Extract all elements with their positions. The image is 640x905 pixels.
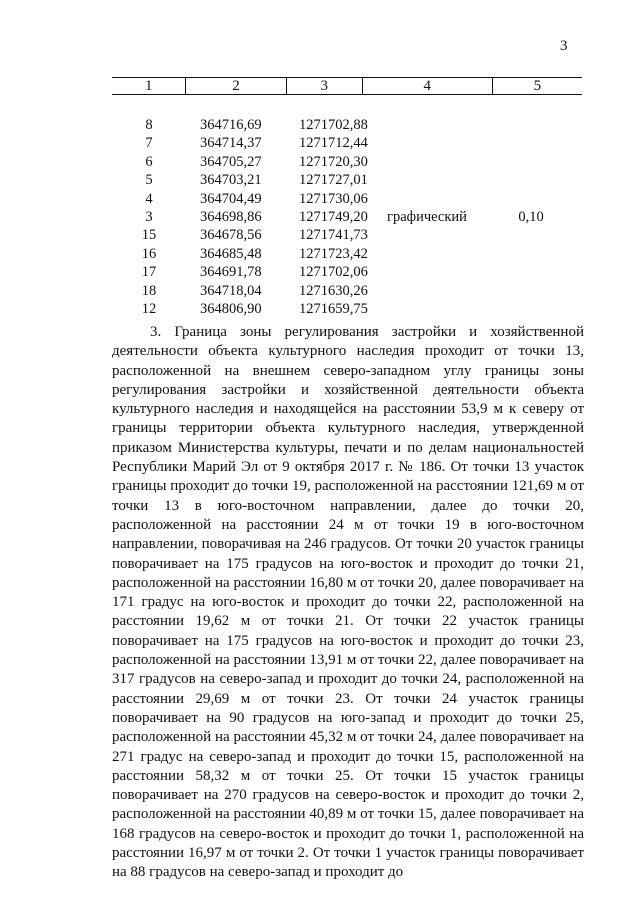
- point-number: 17: [141, 264, 157, 281]
- column-header: 1: [112, 78, 186, 95]
- table-row: [112, 300, 582, 318]
- point-number: 4: [145, 190, 153, 207]
- y-coordinate: 1271741,73: [299, 227, 368, 244]
- point-number: 12: [141, 300, 157, 317]
- y-coordinate: 1271630,26: [299, 282, 368, 299]
- point-number: 15: [141, 227, 157, 244]
- x-coordinate: 364714,37: [200, 135, 262, 152]
- table-row: [112, 245, 582, 263]
- table-row: [112, 282, 582, 300]
- column-header: 2: [186, 78, 286, 95]
- table-header-row: [112, 78, 582, 95]
- coordinates-table-body: [112, 116, 582, 318]
- x-coordinate: 364718,04: [200, 282, 262, 299]
- x-coordinate: 364705,27: [200, 153, 262, 170]
- point-number: 6: [145, 153, 153, 170]
- y-coordinate: 1271702,06: [299, 264, 368, 281]
- x-coordinate: 364806,90: [200, 300, 262, 317]
- point-number: 5: [145, 172, 153, 189]
- y-coordinate: 1271720,30: [299, 153, 368, 170]
- x-coordinate: 364703,21: [200, 172, 262, 189]
- x-coordinate: 364698,86: [200, 208, 262, 225]
- table-row: [112, 116, 582, 134]
- x-coordinate: 364704,49: [200, 190, 262, 207]
- column-header: 4: [362, 78, 492, 95]
- point-number: 7: [145, 135, 153, 152]
- x-coordinate: 364678,56: [200, 227, 262, 244]
- x-coordinate: 364691,78: [200, 264, 262, 281]
- determination-method: графический: [387, 208, 467, 225]
- y-coordinate: 1271749,20: [299, 208, 368, 225]
- table-header: [112, 77, 582, 95]
- table-row: [112, 134, 582, 152]
- page-number: 3: [560, 38, 568, 54]
- x-coordinate: 364685,48: [200, 245, 262, 262]
- x-coordinate: 364716,69: [200, 117, 262, 133]
- table-row: [112, 171, 582, 189]
- point-number: 16: [141, 245, 157, 262]
- table-row: [112, 208, 582, 226]
- point-number: 8: [145, 117, 153, 133]
- y-coordinate: 1271702,88: [299, 117, 368, 133]
- point-number: 3: [145, 208, 153, 225]
- y-coordinate: 1271712,44: [299, 135, 368, 152]
- y-coordinate: 1271730,06: [299, 190, 368, 207]
- table-row: [112, 153, 582, 171]
- y-coordinate: 1271659,75: [299, 300, 368, 317]
- accuracy-value: 0,10: [518, 208, 544, 225]
- point-number: 18: [141, 282, 157, 299]
- y-coordinate: 1271727,01: [299, 172, 368, 189]
- table-row: [112, 190, 582, 208]
- table-row: [112, 263, 582, 281]
- table-row: [112, 226, 582, 244]
- boundary-description-paragraph: 3. Граница зоны регулирования застройки и хозяйственной деятельности объекта культурного наследия проходит от точки 13, расположенной на внешнем северо-западном углу границы зоны регулирования застройки и хозяйственной деятельности объекта культурного наследия и находящейся на расстоянии 53,9 м к северу от границы территории объекта культурного наследия, утвержденной приказом Министерства культуры, печати и по делам национальностей Республики Марий Эл от 9 октября 2017 г. № 186. От точки 13 участок границы проходит до точки 19, расположенной на расстоянии 121,69 м от точки 13 в юго-восточном направлении, далее до точки 20, расположенной на расстоянии 24 м от точки 19 в юго-восточном направлении, поворачивая на 246 градусов. От точки 20 участок границы поворачивает на 175 градусов на юго-восток и проходит до точки 21, расположенной на расстоянии 16,80 м от точки 20, далее поворачивает на 171 градус на юго-восток и проходит до точки 22, расположенной на расстоянии 19,62 м от точки 21. От точки 22 участок границы поворачивает на 175 градусов на юго-восток и проходит до точки 23, расположенной на расстоянии 13,91 м от точки 22, далее поворачивает на 317 градусов на северо-запад и проходит до точки 24, расположенной на расстоянии 29,69 м от точки 23. От точки 24 участок границы поворачивает на 90 градусов на юго-запад и проходит до точки 25, расположенной на расстоянии 45,32 м от точки 24, далее поворачивает на 271 градус на северо-запад и проходит до точки 15, расположенной на расстоянии 58,32 м от точки 25. От точки 15 участок границы поворачивает на 270 градусов на северо-восток и проходит до точки 2, расположенной на расстоянии 40,89 м от точки 15, далее поворачивает на 168 градусов на северо-восток и проходит до точки 1, расположенной на расстоянии 16,97 м от точки 2. От точки 1 участок границы поворачивает на 88 градусов на северо-запад и проходит до: [112, 324, 584, 881]
- column-header: 5: [492, 78, 582, 95]
- column-header: 3: [286, 78, 362, 95]
- y-coordinate: 1271723,42: [299, 245, 368, 262]
